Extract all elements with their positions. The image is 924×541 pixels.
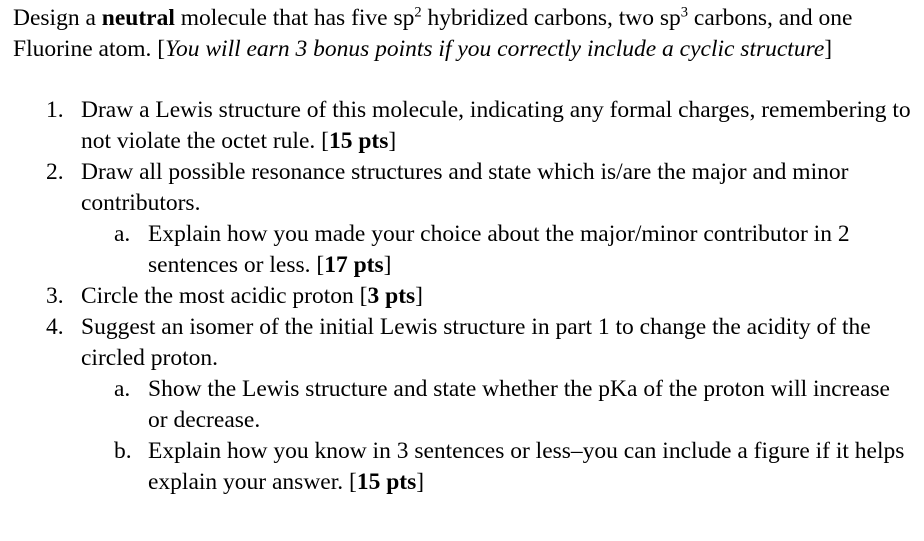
list-item-text: Suggest an isomer of the initial Lewis structure in part 1 to change the acidity of the circled proton.: [81, 314, 871, 371]
intro-text-2: molecule that has five sp: [174, 5, 415, 31]
intro-text-4: carbons, and one Fluorine atom. [: [13, 5, 853, 62]
intro-text-5: ]: [824, 36, 833, 62]
question-document: [13, 3, 913, 498]
bracket-close: ]: [415, 283, 423, 309]
list-item-4: [13, 312, 913, 374]
sp2-superscript: 2: [414, 4, 422, 21]
points-value: 15 pts: [328, 128, 389, 154]
list-marker: 2.: [46, 159, 64, 185]
list-item-text: Draw all possible resonance structures and state which is/are the major and minor contributors.: [81, 159, 849, 216]
list-marker: 3.: [46, 283, 64, 309]
list-item-1: [13, 95, 913, 157]
list-marker: 1.: [46, 97, 64, 123]
list-marker: 4.: [46, 314, 64, 340]
bracket-close: ]: [416, 469, 425, 495]
sub-list-marker: a.: [114, 221, 131, 247]
intro-text-1: Design a: [13, 5, 102, 31]
list-item-3: [13, 281, 913, 312]
intro-text-3: hybridized carbons, two sp: [421, 5, 681, 31]
sp3-superscript: 3: [680, 4, 689, 21]
list-item-2a: [13, 219, 913, 281]
bracket-close: ]: [388, 128, 397, 154]
intro-bold-neutral: neutral: [101, 5, 175, 31]
sub-list-marker: b.: [114, 438, 132, 464]
points-value: 15 pts: [356, 469, 417, 495]
intro-paragraph: [13, 3, 913, 65]
bonus-note: You will earn 3 bonus points if you correctly include a cyclic structure: [165, 36, 825, 62]
sub-list-marker: a.: [114, 376, 131, 402]
bracket-close: ]: [383, 252, 392, 278]
sub-list-item-text: Explain how you know in 3 sentences or less–you can include a figure if it helps explain your answer. [: [148, 438, 905, 495]
sub-list-item-text: Explain how you made your choice about the major/minor contributor in 2 sentences or less. [: [148, 221, 850, 278]
list-item-4b: [13, 436, 913, 498]
paragraph-gap: [13, 65, 913, 95]
list-item-text: Draw a Lewis structure of this molecule, indicating any formal charges, remembering to not violate the octet rule. [: [81, 97, 911, 154]
list-item-4a: [13, 374, 913, 436]
list-item-text: Circle the most acidic proton [: [81, 283, 368, 309]
list-item-2: [13, 157, 913, 219]
sub-list-item-text: Show the Lewis structure and state whether the pKa of the proton will increase or decrease.: [148, 376, 890, 433]
points-value: 3 pts: [367, 283, 416, 309]
points-value: 17 pts: [324, 252, 384, 278]
